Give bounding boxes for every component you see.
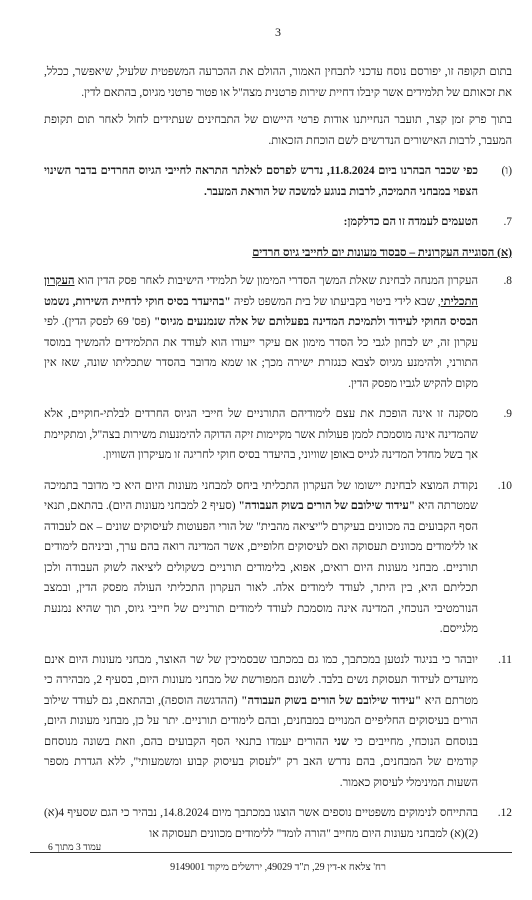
item-text-emphasis: שני	[334, 735, 349, 748]
document-body	[44, 62, 512, 854]
item-text-emphasis: "עידוד שילובם של הורים בשוק העבודה"	[238, 500, 416, 512]
document-page	[44, 0, 512, 900]
page-number: 3	[275, 25, 281, 39]
item-text: הטעמים לעמדה זו הם כדלקמן:	[343, 216, 478, 228]
item-text-run: , שבא לידי ביטוי בקביעתו של בית המשפט לפיה	[230, 295, 441, 308]
item-text-run: נקודת המוצא לבחינת יישומו של העקרון התכליתי ביחס למבחני מעונות היום היא כי מדובר בתמיכה שמטרתה היא	[44, 479, 478, 512]
item-9	[44, 404, 512, 466]
item-text-run: העקרון המנחה לבחינת שאלת המשך הסדרי המימון של תלמידי הישיבות לאחר פסק הדין הוא	[74, 275, 478, 287]
item-text-run: (ההדגשה הוספה), ובהתאם, גם לעודד שילוב הורים בעיסוקים החליפיים המנויים במבחנים, ובהם לימודים תורניים. יתר על כן, מבחני מעונות היום, בנוסחם הנוכחי, מחייבים כי	[44, 694, 478, 748]
item-7	[44, 212, 512, 233]
item-text-run: (פס' 69 לפסק הדין). לפי עקרון זה, יש לבחון לגבי כל הסדר מימון אם עיקר ייעודו הוא לעודד את התלמידים להמשיך במוסד התורני, ולהימנע מגיוס לצבא כנגזרת ישירה מכך; או שמא מדובר בהסדר שתכליתו שונה, שאז אין מקום להקיש לגביו מפסק הדין.	[44, 316, 478, 390]
item-number: 12.	[497, 807, 512, 819]
item-number: 11.	[498, 653, 512, 666]
intro-paragraph-2: בתוך פרק זמן קצר, תועבר הנחייתנו אודות פרטי היישום של התבחינים שעתידים לחול לאחר תום תקופת המעבר, לרבות האישורים הנדרשים לשם הוכחת הזכאות.	[44, 114, 512, 147]
item-text: בהתייחס לנימוקים משפטיים נוספים אשר הוצגו במכתבך מיום 14.8.2024, נבהיר כי הגם שסעיף 4(א)(2)(א) למבחני מעונות היום מחייב "הורה לומד" ללימודים מכוונים תעסוקה או	[44, 807, 479, 840]
item-text	[44, 271, 488, 394]
item-text	[44, 476, 488, 640]
item-text-emphasis: העקרון התכליתי	[44, 275, 478, 308]
footer-divider	[30, 852, 512, 853]
item-text: כפי שכבר הבהרנו ביום 11.8.2024, נדרש לפרסם לאלתר התראה לחייבי הגיוס החרדים בדבר השינוי הצפוי במבחני התמיכה, לרבות בנוגע למשכה של הוראת המעבר.	[44, 165, 478, 198]
item-number: 10.	[497, 479, 512, 492]
item-number: (ו)	[501, 165, 512, 177]
item-number: 7.	[503, 216, 512, 228]
item-number: 8.	[503, 275, 512, 287]
item-i	[44, 161, 512, 202]
intro-paragraph-1: בתום תקופה זו, יפורסם נוסח עדכני לתבחין האמור, ההולם את ההכרעה המשפטית שלעיל, שיאפשר, ככלל, את זכאותם של תלמידים אשר קיבלו דחיית שירות פרטנית מצה"ל או פטור פרטני מגיוס, בהתאם לדין.	[44, 66, 512, 99]
item-text: מסקנה זו אינה הופכת את עצם לימודיהם התורניים של חייבי הגיוס החרדים לבלתי-חוקיים, אלא שהמדינה אינה מוסמכת לממן פעולות אשר מקיימות זיקה הדוקה להימנעות משירות בצה"ל, ומתקיימת אך בשל מחדל המדינה לגייס באופן שוויוני, בהיעדר בסיס חוקי לחריגה זו מעיקרון השוויון.	[44, 408, 478, 461]
page-counter: עמוד 3 מתוך 6	[48, 843, 102, 853]
section-heading: (א) הסוגייה העקרונית – סבסוד מעונות יום לחייבי גיוס חרדים	[252, 246, 512, 259]
item-10	[44, 476, 512, 640]
item-text-emphasis: "עידוד שילובם של הורים בשוק העבודה"	[241, 694, 422, 707]
item-text-emphasis: "בהיעדר בסיס חוקי לדחיית השירות, נשמט הבסיס החוקי לעידוד ולתמיכת המדינה בפעלותם של אלה שנמנעים מגיוס"	[44, 295, 478, 328]
item-number: 9.	[503, 408, 512, 420]
item-8	[44, 271, 512, 394]
item-text-run: ההורים יעמדו בתנאי הסף הקבועים בהם, וזאת בשונה מנוסחם קודמים של המבחנים, בהם נדרש האב רק "לעסוק בעיסוק קבוע ומשמעותי", ללא הגדרת מספר השעות המינימלי לעיסוק כאמור.	[44, 735, 478, 789]
item-11	[44, 650, 512, 794]
item-text	[44, 650, 488, 794]
item-text-run: יובהר כי בניגוד לנטען במכתבך, כמו גם במכתבו שבסמיכין של שר האוצר, מבחני מעונות היום אינם מיועדים לעידוד תעסוקת נשים בלבד. לשונם המפורשת של מבחני מעונות היום, בסעיף 2, מבהירה כי מטרתם היא	[44, 653, 478, 707]
footer-address: רח' צלאח א-דין 29, ת"ד 49029, ירושלים מיקוד 9149001	[170, 862, 386, 873]
item-text-run: (סעיף 2 למבחני מעונות היום). בהתאם, תנאי הסף הקבועים בה מכוונים בעיקרם ל"יציאה מהבית" של הורי הפעוטות לעיסוקים שונים – אם לעבודה או ללימודים מכוונים תעסוקה ואם לעיסוקים חלופיים, אשר המדינה רואה בהם ערך, וביניהם לימודים תורניים. מבחני מעונות היום רואים, אפוא, בלימודים תורניים כשקולים ליציאה לשוק העבודה ולכן תכליתם היא, בין היתר, לעודד לימודים אלה. לאור העקרון התכליתי העולה מפסק הדין, ובמצב הנורמטיבי הנוכחי, המדינה אינה מוסמכת לעודד לימודים תורניים של חייבי גיוס, תוך שהיא נמנעת מלגייסם.	[44, 500, 478, 635]
